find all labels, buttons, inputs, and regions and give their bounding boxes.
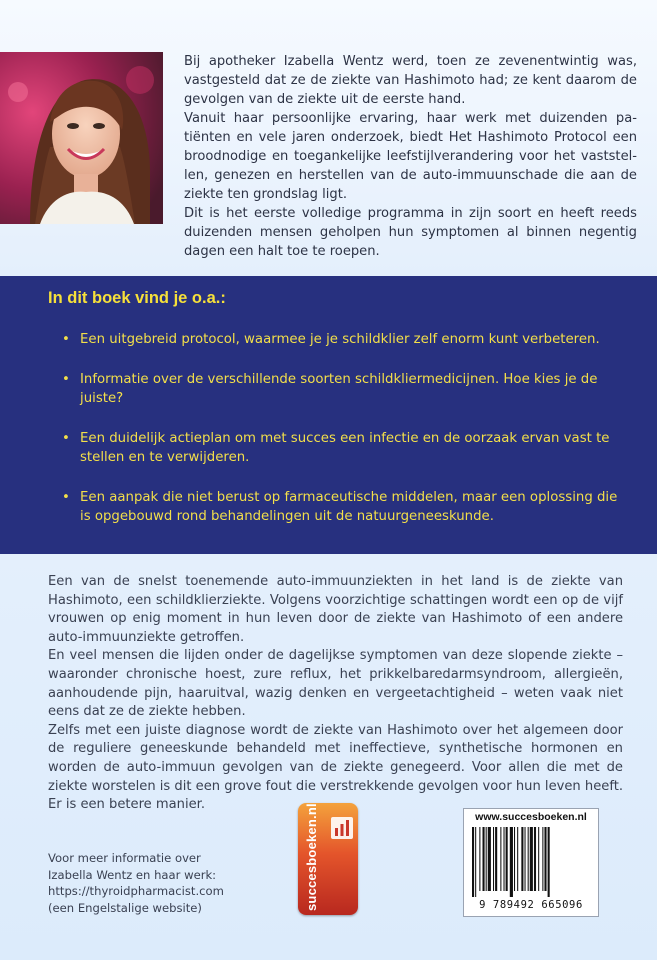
description-paragraph: En veel mensen die lijden onder de dagelijkse symptomen van deze slopende ziekte – waaronder chronische hoest, zure reflux, het prikkelbaredarmsyndroom, allergieën, aanhoudende pijn, haaruitval, wazig denken en vergeetachtigheid – weten vaak niet eens dat ze de ziekte hebben. bbox=[48, 648, 623, 720]
barcode bbox=[463, 808, 599, 917]
author-photo bbox=[0, 52, 163, 224]
list-item: • Een duidelijk actieplan om met succes een infectie en de oorzaak ervan vast te stellen en te verwijderen. bbox=[62, 429, 622, 468]
isbn-number: 9 789492 665096 bbox=[479, 899, 583, 911]
info-url[interactable]: https://thyroidpharmacist.com bbox=[48, 884, 224, 898]
highlights-title: In dit boek vind je o.a.: bbox=[48, 289, 226, 307]
author-bio bbox=[184, 52, 637, 261]
publisher-website[interactable]: www.succesboeken.nl bbox=[475, 811, 587, 823]
list-item: • Informatie over de verschillende soorten schildkliermedicijnen. Hoe kies je de juiste? bbox=[62, 370, 622, 409]
highlights-list bbox=[62, 330, 622, 547]
info-line: Izabella Wentz en haar werk: bbox=[48, 867, 217, 882]
list-item: • Een uitgebreid protocol, waarmee je je schildklier zelf enorm kunt verbeteren. bbox=[62, 330, 622, 350]
description-paragraph: Zelfs met een juiste diagnose wordt de ziekte van Hashimoto over het algemeen door de reguliere geneeskunde behandeld met ineffectieve, synthetische hormonen en worden de auto-immuun gevolgen van de ziekte genegeerd. Voor allen die met de ziekte worstelen is dit een grove fout die verstrekkende gevolgen voor hun leven heeft. Er is een betere manier. bbox=[48, 722, 623, 813]
description-paragraph: Een van de snelst toenemende auto-immuunziekten in het land is de ziekte van Hashimoto, een schildklierziekte. Volgens voorzichtige schattingen wordt een op de vijf vrouwen op enig moment in hun leven door de ziekte van Hashimoto of een andere auto-immuunziekte getroffen. bbox=[48, 574, 623, 645]
barcode-icon bbox=[470, 827, 592, 897]
book-description bbox=[48, 573, 623, 815]
list-item: • Een aanpak die niet berust op farmaceutische middelen, maar een oplossing die is opgebouwd rond behandelingen uit de natuurgeneeskunde. bbox=[62, 488, 622, 527]
info-line: Voor meer informatie over bbox=[48, 851, 201, 865]
bio-paragraph: Dit is het eerste volledige programma in zijn soort en heeft reeds duizenden mensen geholpen hun symptomen al binnen negentig dagen een halt toe te roepen. bbox=[184, 206, 637, 259]
bio-paragraph: Bij apotheker Izabella Wentz werd, toen ze zevenentwintig was, vastgesteld dat ze de ziekte van Hashimoto had; ze kent daarom de gevolgen van de ziekte uit de eerste hand. bbox=[184, 54, 637, 107]
publisher-logo bbox=[298, 803, 358, 915]
publisher-logo-text: succesboeken.nl bbox=[304, 803, 319, 911]
info-note: (een Engelstalige website) bbox=[48, 900, 202, 915]
more-info bbox=[48, 850, 278, 916]
bars-icon bbox=[331, 817, 353, 839]
bio-paragraph: Vanuit haar persoonlijke ervaring, haar werk met duizenden patiënten en vele jaren onderzoek, biedt Het Hashimoto Protocol een broodnodige en toegankelijke leefstijlverandering voor het vaststellen, genezen en herstellen van de auto-immuunschade die aan de ziekte ten grondslag ligt. bbox=[184, 111, 637, 202]
